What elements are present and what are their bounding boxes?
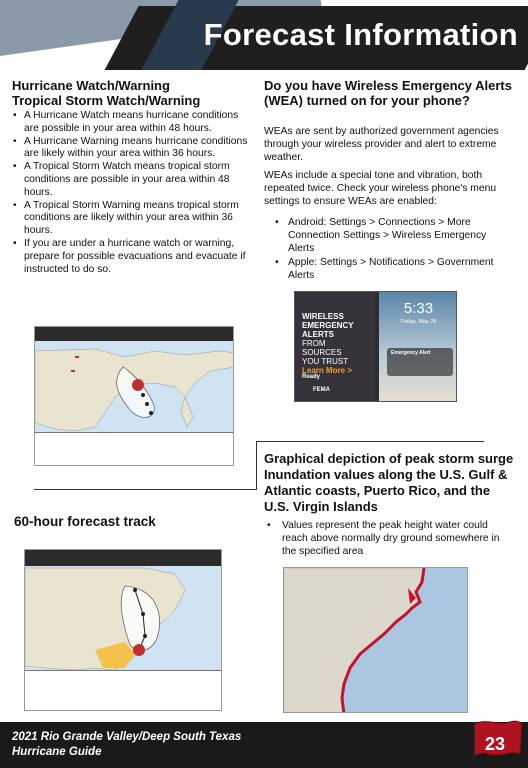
wea-settings-list [272,217,514,285]
list-item: • Apple: Settings > Notifications > Government Alerts [272,257,514,283]
promo-line: FROM [302,339,326,348]
promo-line: ALERTS [302,330,334,339]
wea-promo-text [302,312,372,375]
footer-line: Hurricane Guide [12,746,102,758]
list-item: • Values represent the peak height water could reach above normally dry ground somewhere in the specified area [264,520,514,558]
footer-title [12,730,312,760]
phone-time: 5:33 [403,300,434,317]
learn-more-link: Learn More > [302,366,353,375]
list-item: • A Hurricane Warning means hurricane conditions are likely within your area within 36 hours. [12,136,250,162]
hurricane-watch-list [12,110,250,276]
ready-logo: Ready [302,374,321,380]
wea-heading: Do you have Wireless Emergency Alerts (WEA) turned on for your phone? [264,78,512,108]
wea-paragraph: WEAs include a special tone and vibration, both repeated twice. Check your wireless phone's menu settings to ensure WEAs are enabled: [264,170,497,207]
promo-line: SOURCES [302,348,342,357]
list-item: • If you are under a hurricane watch or warning, prepare for possible evacuations and evacuate if instructed to do so. [12,238,250,276]
phone-screen [379,292,457,402]
surge-heading: Graphical depiction of peak storm surge Inundation values along the U.S. Gulf & Atlantic coasts, Puerto Rico, and the U.S. Virgin Islands [264,451,514,514]
wea-paragraph: WEAs are sent by authorized government agencies through your wireless provider and alert to extreme weather. [264,126,499,163]
heading-line-2: Tropical Storm Watch/Warning [12,93,201,108]
fema-logo: FEMA [313,387,330,393]
hurricane-watch-heading [12,78,250,108]
divider-line [256,441,484,442]
page-number: 23 [484,734,506,754]
storm-surge-map [283,567,468,713]
forecast-track-map [24,549,222,711]
list-item: • A Hurricane Watch means hurricane conditions are possible in your area within 48 hours. [12,110,250,136]
list-item: • A Tropical Storm Watch means tropical storm conditions are possible in your area within 48 hours. [12,161,250,199]
hurricane-cone-map [34,326,234,466]
heading-line-1: Hurricane Watch/Warning [12,78,170,93]
surge-list [264,520,514,558]
phone-date: Friday, May 26 [400,319,437,325]
promo-line: WIRELESS [302,312,344,321]
forecast-track-heading: 60-hour forecast track [14,514,156,529]
list-item: • Android: Settings > Connections > More Connection Settings > Wireless Emergency Alerts [272,217,514,255]
wea-promo-image [294,291,457,402]
promo-line: YOU TRUST [302,357,349,366]
page-title: Forecast Information [203,17,518,52]
list-item: • A Tropical Storm Warning means tropical storm conditions are likely within your area within 36 hours. [12,200,250,238]
promo-line: EMERGENCY [302,321,354,330]
footer-line: 2021 Rio Grande Valley/Deep South Texas [12,731,242,743]
phone-alert-title: Emergency Alert [391,350,431,356]
divider-line [34,489,256,490]
divider-line [256,441,257,490]
